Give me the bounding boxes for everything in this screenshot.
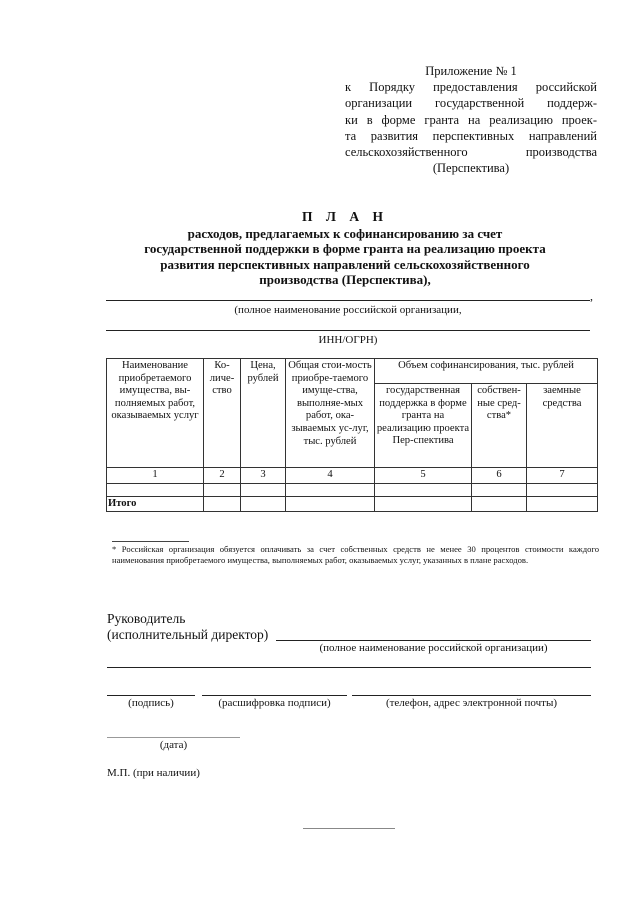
director-label: (исполнительный директор) [107,627,269,642]
title-line: производства (Перспектива), [259,272,431,287]
org-name-line [106,300,590,301]
footnote-rule [112,541,189,542]
stamp-label: М.П. (при наличии) [107,767,200,779]
total-label: Итого [107,496,204,512]
head-label: Руководитель [107,611,186,626]
appendix-line: организации государственной поддерж- [345,96,597,111]
end-rule [303,828,395,829]
decode-caption: (расшифровка подписи) [218,697,331,709]
col-number: 2 [204,468,241,484]
title-line: государственной поддержки в форме гранта на реализацию проекта [144,241,546,256]
table-row [107,483,598,496]
director-org-caption: (полное наименование российской организации) [319,642,548,654]
column-numbers-row [107,468,598,484]
header-qty: Ко-личе-ство [204,359,241,468]
header-name: Наименование приобретаемого имущества, вы-полняемых работ, оказываемых услуг [107,359,204,468]
org-caption: (полное наименование российской организации, [234,304,462,316]
date-line [107,737,240,738]
appendix-line: сельскохозяйственного производства [345,145,597,160]
document-title [100,209,590,288]
header-total: Общая стои-мость приобре-таемого имуще-ства, выполняе-мых работ, ока-зываемых ус-луг, тыс. рублей [286,359,375,468]
org-full-line [107,667,591,668]
title-line: развития перспективных направлений сельскохозяйственного [160,256,530,272]
appendix-last-line: (Перспектива) [432,161,510,176]
header-cofinancing: Объем софинансирования, тыс. рублей [375,359,598,384]
col-number: 4 [286,468,375,484]
date-caption: (дата) [159,739,188,751]
col-number: 7 [527,468,598,484]
appendix-line: та развития перспективных направлений [345,128,597,143]
signature-line [107,695,195,696]
header-price: Цена, рублей [241,359,286,468]
plan-heading: П Л А Н [302,209,388,224]
org-line-comma: , [590,289,593,303]
footnote: * Российская организация обязуется оплачивать за счет собственных средств не менее 30 процентов стоимости каждого наименования приобретаемого имущества, выполняемых работ, оказываемых услуг, указанных в плане расходов. [112,544,599,565]
decode-line [202,695,347,696]
appendix-header [345,63,597,176]
appendix-number: Приложение № 1 [425,64,517,78]
appendix-line: ки в форме гранта на реализацию проек- [345,112,597,127]
header-own-funds: собствен-ные сред-ства* [472,384,527,468]
expense-table [106,358,598,512]
col-number: 6 [472,468,527,484]
total-row [107,496,598,512]
director-line [276,640,591,641]
inn-caption: ИНН/ОГРН) [318,334,378,346]
col-number: 3 [241,468,286,484]
contact-caption: (телефон, адрес электронной почты) [385,697,558,709]
contact-line [352,695,591,696]
col-number: 5 [375,468,472,484]
header-gov-support: государственная поддержка в форме гранта на реализацию проекта Пер-спектива [375,384,472,468]
title-line: расходов, предлагаемых к софинансированию за счет [187,225,503,241]
header-loan-funds: заемные средства [527,384,598,468]
signature-caption: (подпись) [128,697,174,709]
inn-line [106,330,590,331]
col-number: 1 [107,468,204,484]
appendix-line: к Порядку предоставления российской [345,80,597,95]
